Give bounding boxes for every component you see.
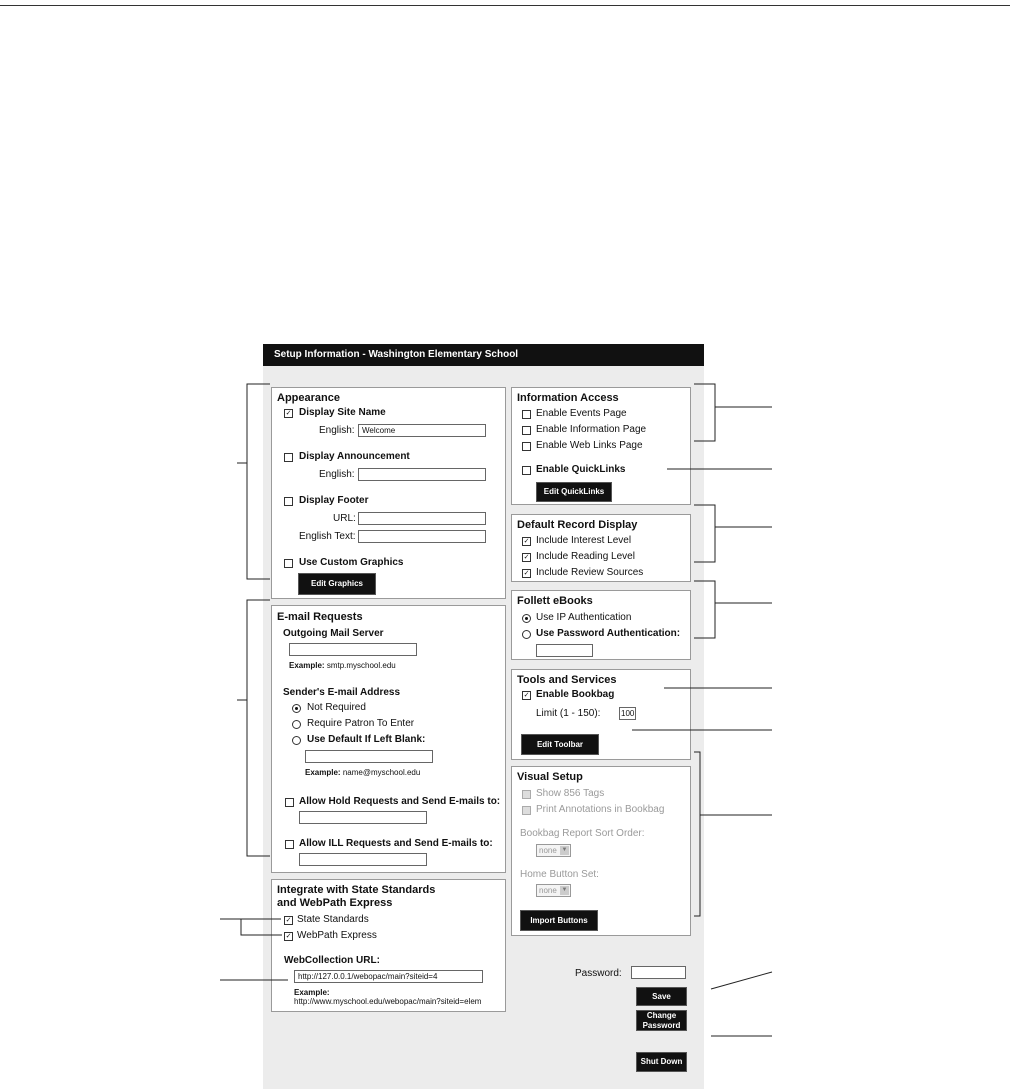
default-example-label: Example:	[305, 768, 341, 777]
password-authentication-label: Use Password Authentication:	[536, 628, 681, 639]
state-standards-checkbox[interactable]: ✓	[285, 917, 292, 924]
display-footer-label: Display Footer	[299, 495, 369, 506]
visual-setup-bracket	[694, 752, 700, 916]
quicklinks-label: Enable QuickLinks	[536, 464, 626, 475]
ill-requests-label: Allow ILL Requests and Send E-mails to:	[299, 838, 493, 849]
outgoing-server-label: Outgoing Mail Server	[283, 628, 384, 639]
site-name-english-input[interactable]: Welcome	[358, 424, 486, 437]
home-button-set-value: none	[539, 886, 557, 895]
footer-url-label: URL:	[333, 513, 356, 524]
bookbag-checkbox[interactable]: ✓	[523, 692, 530, 699]
not-required-label: Not Required	[307, 702, 366, 713]
sort-order-label: Bookbag Report Sort Order:	[520, 828, 645, 839]
reading-level-checkbox[interactable]: ✓	[523, 554, 530, 561]
record-display-heading: Default Record Display	[517, 519, 638, 531]
chevron-down-icon: ▼	[561, 887, 568, 893]
webcollection-url-input[interactable]: http://127.0.0.1/webopac/main?siteid=4	[294, 970, 483, 983]
footer-english-text-label: English Text:	[299, 531, 356, 542]
save-button[interactable]: Save	[636, 987, 687, 1006]
standards-example-value: http://www.myschool.edu/webopac/main?siteid=elem	[294, 997, 482, 1006]
tools-heading: Tools and Services	[517, 674, 617, 686]
show-856-label: Show 856 Tags	[536, 788, 605, 799]
webpath-callout-line	[241, 919, 282, 935]
sort-order-value: none	[539, 846, 557, 855]
hold-requests-label: Allow Hold Requests and Send E-mails to:	[299, 796, 501, 807]
info-access-heading: Information Access	[517, 392, 619, 404]
reading-level-label: Include Reading Level	[536, 551, 635, 562]
review-sources-checkbox[interactable]: ✓	[523, 570, 530, 577]
standards-heading-line2: and WebPath Express	[277, 897, 393, 909]
custom-graphics-label: Use Custom Graphics	[299, 557, 404, 568]
bookbag-limit-input[interactable]: 100	[621, 709, 635, 718]
display-announcement-label: Display Announcement	[299, 451, 410, 462]
info-access-bracket	[694, 384, 715, 441]
display-site-name-checkbox[interactable]: ✓	[285, 410, 292, 417]
standards-example-label: Example:	[294, 988, 330, 997]
events-page-label: Enable Events Page	[536, 408, 627, 419]
ebooks-bracket	[694, 581, 715, 638]
server-example-value: smtp.myschool.edu	[326, 661, 396, 670]
change-password-line2: Password	[642, 1020, 681, 1030]
appearance-heading: Appearance	[277, 392, 340, 404]
shut-down-button[interactable]: Shut Down	[636, 1052, 687, 1072]
display-site-name-label: Display Site Name	[299, 407, 386, 418]
ip-authentication-label: Use IP Authentication	[536, 612, 632, 623]
interest-level-checkbox[interactable]: ✓	[523, 538, 530, 545]
default-example-value: name@myschool.edu	[342, 768, 421, 777]
email-bracket	[247, 600, 270, 856]
edit-toolbar-button[interactable]: Edit Toolbar	[521, 734, 599, 755]
site-name-english-label: English:	[319, 425, 355, 436]
admin-password-label: Password:	[575, 968, 622, 979]
edit-quicklinks-button[interactable]: Edit QuickLinks	[536, 482, 612, 502]
bookbag-limit-label: Limit (1 - 150):	[536, 708, 601, 719]
appearance-bracket	[247, 384, 270, 579]
bookbag-label: Enable Bookbag	[536, 689, 615, 700]
print-annotations-label: Print Annotations in Bookbag	[536, 804, 665, 815]
change-password-line1: Change	[646, 1011, 677, 1021]
web-links-page-label: Enable Web Links Page	[536, 440, 643, 451]
sender-address-label: Sender's E-mail Address	[283, 687, 401, 698]
information-page-label: Enable Information Page	[536, 424, 647, 435]
require-patron-label: Require Patron To Enter	[307, 718, 415, 729]
server-example-label: Example:	[289, 661, 325, 670]
email-heading: E-mail Requests	[277, 611, 363, 623]
state-standards-label: State Standards	[297, 914, 369, 925]
webpath-express-label: WebPath Express	[297, 930, 377, 941]
save-callout-line	[711, 972, 772, 989]
review-sources-label: Include Review Sources	[536, 567, 644, 578]
standards-heading-line1: Integrate with State Standards	[277, 884, 436, 896]
chevron-down-icon: ▼	[561, 847, 568, 853]
record-display-bracket	[694, 505, 715, 562]
visual-setup-heading: Visual Setup	[517, 771, 583, 783]
use-default-label: Use Default If Left Blank:	[307, 734, 426, 745]
edit-graphics-button[interactable]: Edit Graphics	[298, 573, 376, 595]
import-buttons-button[interactable]: Import Buttons	[520, 910, 598, 931]
window-title: Setup Information - Washington Elementary School	[263, 344, 704, 366]
interest-level-label: Include Interest Level	[536, 535, 632, 546]
home-button-set-label: Home Button Set:	[520, 869, 599, 880]
announcement-english-label: English:	[319, 469, 355, 480]
webcollection-url-label: WebCollection URL:	[284, 955, 380, 966]
ebooks-heading: Follett eBooks	[517, 595, 593, 607]
webpath-express-checkbox[interactable]: ✓	[285, 933, 292, 940]
